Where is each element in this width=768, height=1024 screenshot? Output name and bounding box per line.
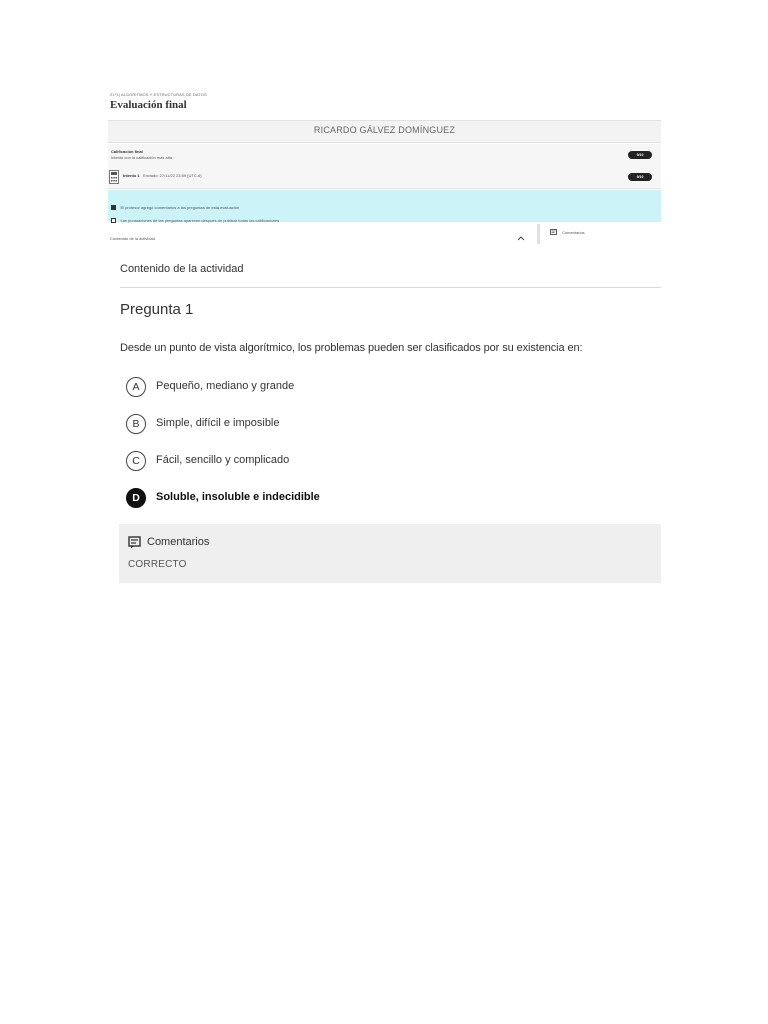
attempt-row[interactable] [108, 166, 661, 189]
option-text: Fácil, sencillo y complicado [156, 454, 290, 466]
chevron-up-icon[interactable] [517, 236, 525, 241]
attempt-score-badge: 9/10 [628, 173, 652, 181]
option-text: Pequeño, mediano y grande [156, 380, 295, 392]
activity-content-heading: Contenido de la actividad [120, 263, 244, 275]
info-box [108, 190, 661, 222]
comments-box [119, 524, 661, 583]
page-title: Evaluación final [110, 99, 187, 111]
grade-sub: Intento con la calificación más alta [111, 155, 172, 160]
comments-body: CORRECTO [128, 559, 187, 570]
grade-row [108, 144, 661, 167]
comments-panel-tab[interactable] [537, 224, 664, 244]
option-text: Soluble, insoluble e indecidible [156, 491, 320, 503]
comment-icon [128, 536, 141, 549]
comment-icon [550, 229, 557, 236]
grade-score-badge: 9/10 [628, 151, 652, 159]
course-name: 21*1] ALGORITMOS Y ESTRUCTURAS DE DATOS [110, 92, 207, 97]
option-letter[interactable]: A [126, 377, 146, 397]
student-name: RICARDO GÁLVEZ DOMÍNGUEZ [313, 125, 456, 135]
info-line-1-text: El profesor agregó comentarios a las preguntas de esta evaluación [120, 205, 240, 210]
divider [120, 287, 661, 288]
info-line-2-text: Las puntuaciones de las preguntas aparecen después de publicar todas las calificaciones [120, 218, 280, 223]
question-title: Pregunta 1 [120, 301, 194, 318]
option-letter[interactable]: B [126, 414, 146, 434]
activity-content-label: Contenido de la actividad [110, 236, 155, 241]
calculator-icon [109, 170, 119, 184]
option-letter[interactable]: C [126, 451, 146, 471]
comments-tab-label: Comentarios [562, 230, 585, 235]
attempt-sent: Enviado: 27/11/22 23:59 (UTC-6) [143, 173, 202, 178]
info-square-icon [111, 218, 116, 223]
comments-title: Comentarios [147, 536, 210, 548]
attempt-label[interactable]: Intento 1 [123, 173, 140, 178]
activity-content-toggle[interactable] [108, 224, 533, 244]
option-text: Simple, difícil e imposible [156, 417, 280, 429]
question-text: Desde un punto de vista algorítmico, los problemas pueden ser clasificados por su existencia en: [120, 342, 583, 354]
option-letter[interactable]: D [126, 488, 146, 508]
grade-label: Calificación final [111, 149, 143, 154]
